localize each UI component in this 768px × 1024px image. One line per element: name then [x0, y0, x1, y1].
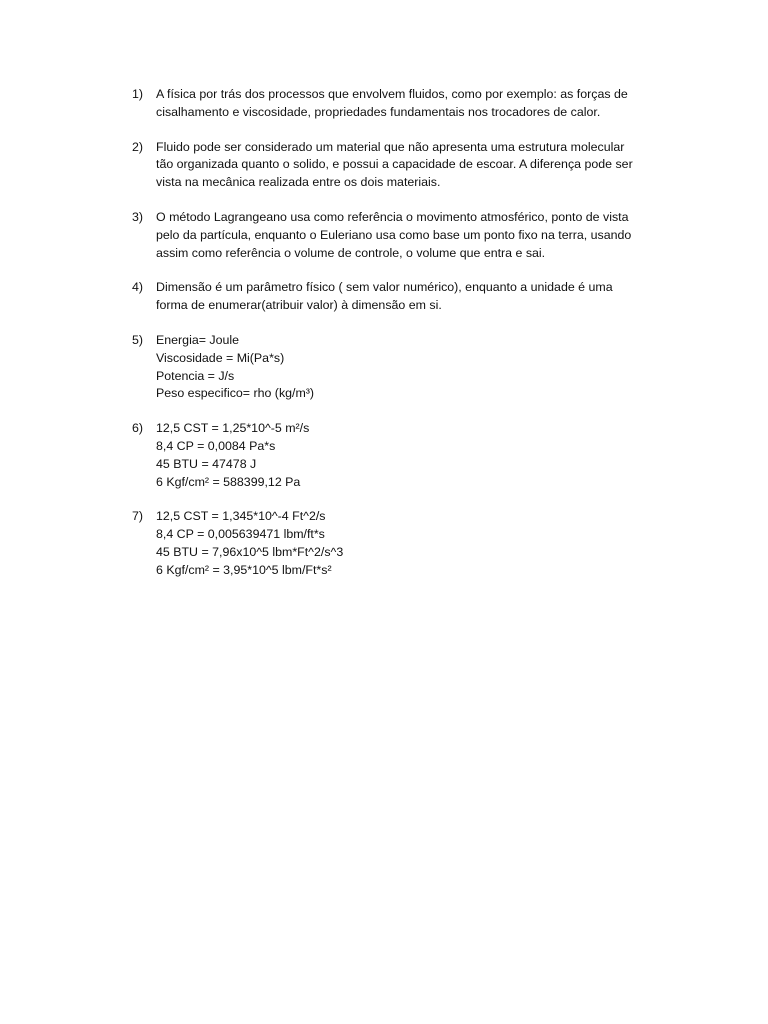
text-line: 12,5 CST = 1,25*10^-5 m²/s	[156, 421, 310, 436]
item-text	[156, 209, 662, 262]
text-line: forma de enumerar(atribuir valor) à dimensão em si.	[156, 298, 442, 313]
item-number: 5)	[132, 332, 144, 347]
item-number: 1)	[132, 87, 144, 101]
text-line: 6 Kgf/cm² = 3,95*10^5 lbm/Ft*s²	[156, 562, 332, 577]
item-text	[156, 332, 662, 403]
item-number: 2)	[132, 139, 144, 154]
text-line: 8,4 CP = 0,005639471 lbm/ft*s	[156, 527, 325, 542]
item-text	[156, 86, 662, 122]
text-line: Viscosidade = Mi(Pa*s)	[156, 350, 285, 365]
item-number: 6)	[132, 421, 144, 436]
text-line: cisalhamento e viscosidade, propriedades fundamentais nos trocadores de calor.	[156, 104, 601, 119]
text-line: Dimensão é um parâmetro físico ( sem valor numérico), enquanto a unidade é uma	[156, 280, 613, 295]
text-line: 45 BTU = 7,96x10^5 lbm*Ft^2/s^3	[156, 544, 344, 559]
item-text	[156, 279, 662, 315]
list-item-1	[132, 86, 662, 122]
text-line: Fluido pode ser considerado um material que não apresenta uma estrutura molecular	[156, 139, 625, 154]
text-line: Peso especifico= rho (kg/m³)	[156, 386, 315, 401]
text-line: pelo da partícula, enquanto o Euleriano usa como base um ponto fixo na terra, usando	[156, 227, 632, 242]
list-item-7	[132, 508, 662, 579]
item-number: 4)	[132, 280, 144, 295]
item-text	[156, 139, 662, 192]
text-line: O método Lagrangeano usa como referência o movimento atmosférico, ponto de vista	[156, 209, 629, 224]
list-item-4	[132, 279, 662, 315]
list-item-2	[132, 139, 662, 192]
list-item-5	[132, 332, 662, 403]
text-line: tão organizada quanto o solido, e possui a capacidade de escoar. A diferença pode ser	[156, 157, 633, 172]
text-line: 45 BTU = 47478 J	[156, 456, 257, 471]
answer-list	[132, 86, 662, 597]
text-line: 8,4 CP = 0,0084 Pa*s	[156, 438, 276, 453]
text-line: vista na mecânica realizada entre os dois materiais.	[156, 175, 441, 190]
item-number: 7)	[132, 509, 144, 524]
item-text	[156, 420, 662, 491]
text-line: assim como referência o volume de controle, o volume que entra e sai.	[156, 245, 546, 260]
item-number: 3)	[132, 209, 144, 224]
item-text	[156, 508, 662, 579]
text-line: A física por trás dos processos que envolvem fluidos, como por exemplo: as forças de	[156, 87, 628, 101]
list-item-3	[132, 209, 662, 262]
text-line: Potencia = J/s	[156, 368, 235, 383]
text-line: 6 Kgf/cm² = 588399,12 Pa	[156, 474, 301, 489]
text-line: Energia= Joule	[156, 332, 240, 347]
text-line: 12,5 CST = 1,345*10^-4 Ft^2/s	[156, 509, 326, 524]
list-item-6	[132, 420, 662, 491]
